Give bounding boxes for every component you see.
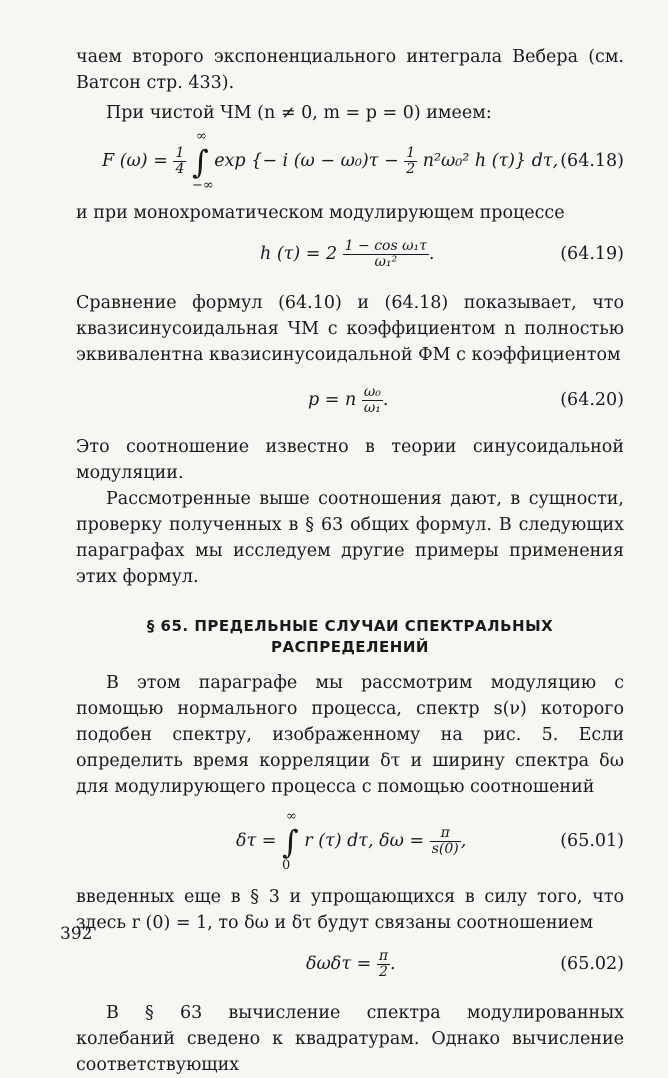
eq-64-20-fraction: $\frac{\text{ω₀}}{\text{ω₁}}$ [363, 383, 381, 416]
eq-64-18-fraction: $\frac{1}{4}$ [175, 144, 185, 177]
page-body [76, 44, 624, 1078]
eq-64-18-lhs: F (ω) = [102, 151, 168, 171]
equation-65-02: δωδτ = $\frac{\pi}{2}$ . (65.02) [76, 940, 624, 988]
equation-64-19: h (τ) = 2 $\frac{\text{1 − cos ω₁τ}}{\text{ω₁²}}$ . (64.19) [76, 230, 624, 278]
eq-64-19-fraction: $\frac{\text{1 − cos ω₁τ}}{\text{ω₁²}}$ [344, 237, 427, 270]
paragraph-3: и при монохроматическом модулирующем процессе [76, 203, 565, 223]
equation-number: (64.19) [560, 244, 624, 264]
page-number: 392 [60, 924, 93, 944]
section-heading [76, 616, 624, 658]
paragraph-4: Сравнение формул (64.10) и (64.18) показывает, что квазисинусоидальная ЧМ с коэффициентом n полностью эквивалентна квазисинусоидальной ФМ с коэффициентом [76, 293, 624, 365]
paragraph-1: чаем второго экспоненциального интеграла Вебера (см. Ватсон стр. 433). [76, 47, 624, 93]
eq-65-02-lhs: δωδτ = [306, 954, 372, 974]
eq-65-02-fraction: $\frac{\pi}{2}$ [378, 947, 389, 980]
eq-64-18-body: exp {− i (ω − ω₀)τ − [214, 151, 399, 171]
heading-line-2: РАСПРЕДЕЛЕНИЙ [271, 638, 429, 656]
eq-64-18-body-2: n²ω₀² h (τ)} dτ, [422, 151, 559, 171]
paragraph-6: Рассмотренные выше соотношения дают, в сущности, проверку полученных в § 63 общих формул. В следующих параграфах мы исследуем другие примеры применения этих формул. [76, 489, 624, 587]
eq-64-18-fraction-2: $\frac{1}{2}$ [406, 144, 416, 177]
eq-65-01-lhs: δτ = [236, 831, 277, 851]
paragraph-9: В § 63 вычисление спектра модулированных колебаний сведено к квадратурам. Однако вычисление соответствующих [76, 1003, 624, 1075]
equation-number: (64.20) [560, 390, 624, 410]
integral-sign: ∫ ∞ −∞ [191, 128, 214, 193]
paragraph-2: При чистой ЧМ (n ≠ 0, m = p = 0) имеем: [106, 103, 492, 123]
equation-64-18 [76, 128, 624, 193]
paragraph-8: введенных еще в § 3 и упрощающихся в силу того, что здесь r (0) = 1, то δω и δτ будут связаны соотношением [76, 887, 624, 933]
equation-number: (65.02) [560, 954, 624, 974]
equation-number: (65.01) [560, 831, 624, 851]
equation-number: (64.18) [560, 151, 624, 171]
eq-64-19-lhs: h (τ) = 2 [260, 244, 338, 264]
heading-line-1: § 65. ПРЕДЕЛЬНЫЕ СЛУЧАИ СПЕКТРАЛЬНЫХ [146, 617, 554, 635]
paragraph-7: В этом параграфе мы рассмотрим модуляцию с помощью нормального процесса, спектр s(ν) которого подобен спектру, изображенному на рис. 5. Если определить время корреляции δτ и ширину спектра δω для модулирующего процесса с помощью соотношений [76, 673, 624, 797]
eq-65-01-fraction: $\frac{\pi}{s(0)}$ [431, 824, 459, 857]
eq-65-01-body: r (τ) dτ, δω = [304, 831, 425, 851]
equation-65-01: δτ = ∫ ∞ 0 r (τ) dτ, δω = $\frac{\pi}{s(0)}$ , (65.01) [76, 806, 624, 876]
integral-sign: ∫ ∞ 0 [282, 808, 299, 873]
paragraph-5: Это соотношение известно в теории синусоидальной модуляции. [76, 437, 624, 483]
equation-64-20: p = n $\frac{\text{ω₀}}{\text{ω₁}}$ . (64.20) [76, 376, 624, 424]
eq-64-20-lhs: p = n [308, 390, 357, 410]
